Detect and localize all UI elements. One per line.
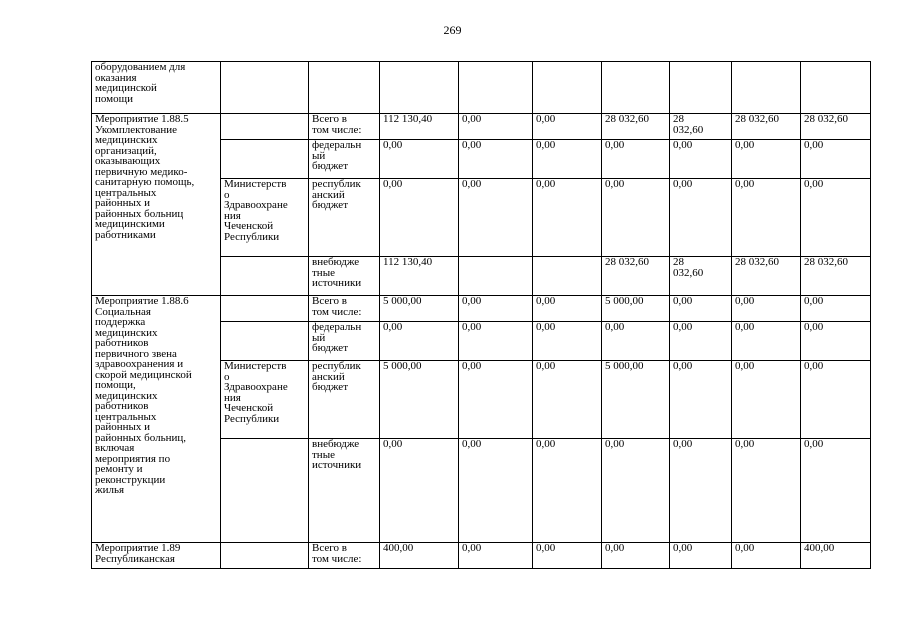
amount-cell: 400,00 bbox=[801, 543, 871, 569]
amount-cell: 0,00 bbox=[670, 361, 732, 439]
amount-cell bbox=[459, 257, 533, 296]
amount-cell: 0,00 bbox=[459, 296, 533, 322]
amount-cell: 5 000,00 bbox=[602, 361, 670, 439]
amount-cell: 28 032,60 bbox=[732, 257, 801, 296]
amount-cell bbox=[670, 62, 732, 114]
amount-cell: 0,00 bbox=[732, 543, 801, 569]
amount-total: 400,00 bbox=[380, 543, 459, 569]
amount-cell: 0,00 bbox=[602, 439, 670, 543]
table-row bbox=[92, 543, 871, 569]
funding-source bbox=[309, 62, 380, 114]
executor-cell bbox=[221, 140, 309, 179]
amount-cell: 0,00 bbox=[533, 114, 602, 140]
amount-cell: 0,00 bbox=[670, 179, 732, 257]
amount-total: 112 130,40 bbox=[380, 257, 459, 296]
executor-cell bbox=[221, 114, 309, 140]
amount-cell: 0,00 bbox=[732, 140, 801, 179]
amount-cell: 0,00 bbox=[801, 179, 871, 257]
amount-cell: 0,00 bbox=[533, 140, 602, 179]
amount-cell: 0,00 bbox=[533, 361, 602, 439]
amount-cell: 0,00 bbox=[533, 543, 602, 569]
amount-cell: 0,00 bbox=[533, 322, 602, 361]
executor-cell: Министерств о Здравоохране ния Чеченской Республики bbox=[221, 361, 309, 439]
funding-source: Всего в том числе: bbox=[309, 114, 380, 140]
executor-cell bbox=[221, 296, 309, 322]
amount-cell: 0,00 bbox=[602, 543, 670, 569]
amount-cell: 0,00 bbox=[670, 322, 732, 361]
table-row bbox=[92, 114, 871, 140]
funding-source: Всего в том числе: bbox=[309, 543, 380, 569]
amount-total: 0,00 bbox=[380, 179, 459, 257]
amount-cell: 0,00 bbox=[459, 361, 533, 439]
amount-cell: 0,00 bbox=[533, 439, 602, 543]
amount-cell: 0,00 bbox=[732, 179, 801, 257]
event-name: Мероприятие 1.89 Республиканская bbox=[92, 543, 221, 569]
amount-cell: 0,00 bbox=[670, 543, 732, 569]
amount-cell bbox=[732, 62, 801, 114]
amount-cell: 28 032,60 bbox=[602, 114, 670, 140]
amount-cell: 0,00 bbox=[801, 439, 871, 543]
executor-cell bbox=[221, 322, 309, 361]
funding-source: федеральн ый бюджет bbox=[309, 140, 380, 179]
amount-total: 112 130,40 bbox=[380, 114, 459, 140]
funding-source: республик анский бюджет bbox=[309, 179, 380, 257]
amount-total bbox=[380, 62, 459, 114]
executor-cell: Министерств о Здравоохране ния Чеченской Республики bbox=[221, 179, 309, 257]
amount-cell: 28 032,60 bbox=[732, 114, 801, 140]
funding-source: внебюдже тные источники bbox=[309, 257, 380, 296]
amount-cell: 28 032,60 bbox=[801, 114, 871, 140]
amount-total: 5 000,00 bbox=[380, 296, 459, 322]
amount-cell: 0,00 bbox=[670, 439, 732, 543]
amount-cell bbox=[801, 62, 871, 114]
amount-cell bbox=[533, 257, 602, 296]
amount-cell: 28 032,60 bbox=[602, 257, 670, 296]
amount-cell: 0,00 bbox=[459, 140, 533, 179]
amount-cell: 0,00 bbox=[459, 322, 533, 361]
executor-cell bbox=[221, 62, 309, 114]
amount-cell: 0,00 bbox=[533, 296, 602, 322]
amount-cell: 5 000,00 bbox=[602, 296, 670, 322]
funding-source: республик анский бюджет bbox=[309, 361, 380, 439]
amount-total: 5 000,00 bbox=[380, 361, 459, 439]
amount-cell: 0,00 bbox=[732, 361, 801, 439]
amount-cell bbox=[602, 62, 670, 114]
amount-cell: 0,00 bbox=[533, 179, 602, 257]
event-name: Мероприятие 1.88.5 Укомплектование медицинских организаций, оказывающих первичную медико- санитарную помощь, центральных районных и районных больниц медицинскими работниками bbox=[92, 114, 221, 296]
amount-cell: 28 032,60 bbox=[670, 114, 732, 140]
amount-cell: 0,00 bbox=[670, 296, 732, 322]
event-name: Мероприятие 1.88.6 Социальная поддержка медицинских работников первичного звена здравоохранения и скорой медицинской помощи, медицинских работников центральных районных и районных больниц, включая мероприятия по ремонту и реконструкции жилья bbox=[92, 296, 221, 543]
amount-cell: 0,00 bbox=[459, 179, 533, 257]
executor-cell bbox=[221, 439, 309, 543]
amount-total: 0,00 bbox=[380, 439, 459, 543]
amount-total: 0,00 bbox=[380, 322, 459, 361]
amount-cell: 0,00 bbox=[732, 439, 801, 543]
amount-cell bbox=[459, 62, 533, 114]
table-row bbox=[92, 296, 871, 322]
amount-cell bbox=[533, 62, 602, 114]
amount-cell: 0,00 bbox=[732, 322, 801, 361]
amount-cell: 0,00 bbox=[801, 296, 871, 322]
amount-cell: 28 032,60 bbox=[670, 257, 732, 296]
amount-cell: 0,00 bbox=[459, 543, 533, 569]
amount-cell: 0,00 bbox=[602, 140, 670, 179]
amount-cell: 0,00 bbox=[732, 296, 801, 322]
amount-cell: 0,00 bbox=[801, 322, 871, 361]
executor-cell bbox=[221, 257, 309, 296]
amount-cell: 0,00 bbox=[459, 439, 533, 543]
funding-source: внебюдже тные источники bbox=[309, 439, 380, 543]
amount-cell: 0,00 bbox=[602, 179, 670, 257]
amount-total: 0,00 bbox=[380, 140, 459, 179]
amount-cell: 0,00 bbox=[602, 322, 670, 361]
event-name: оборудованием для оказания медицинской помощи bbox=[92, 62, 221, 114]
executor-cell bbox=[221, 543, 309, 569]
funding-source: Всего в том числе: bbox=[309, 296, 380, 322]
amount-cell: 0,00 bbox=[801, 140, 871, 179]
funding-source: федеральн ый бюджет bbox=[309, 322, 380, 361]
amount-cell: 28 032,60 bbox=[801, 257, 871, 296]
budget-table bbox=[91, 61, 871, 569]
table-row bbox=[92, 62, 871, 114]
amount-cell: 0,00 bbox=[801, 361, 871, 439]
amount-cell: 0,00 bbox=[670, 140, 732, 179]
page-number: 269 bbox=[443, 23, 462, 37]
amount-cell: 0,00 bbox=[459, 114, 533, 140]
